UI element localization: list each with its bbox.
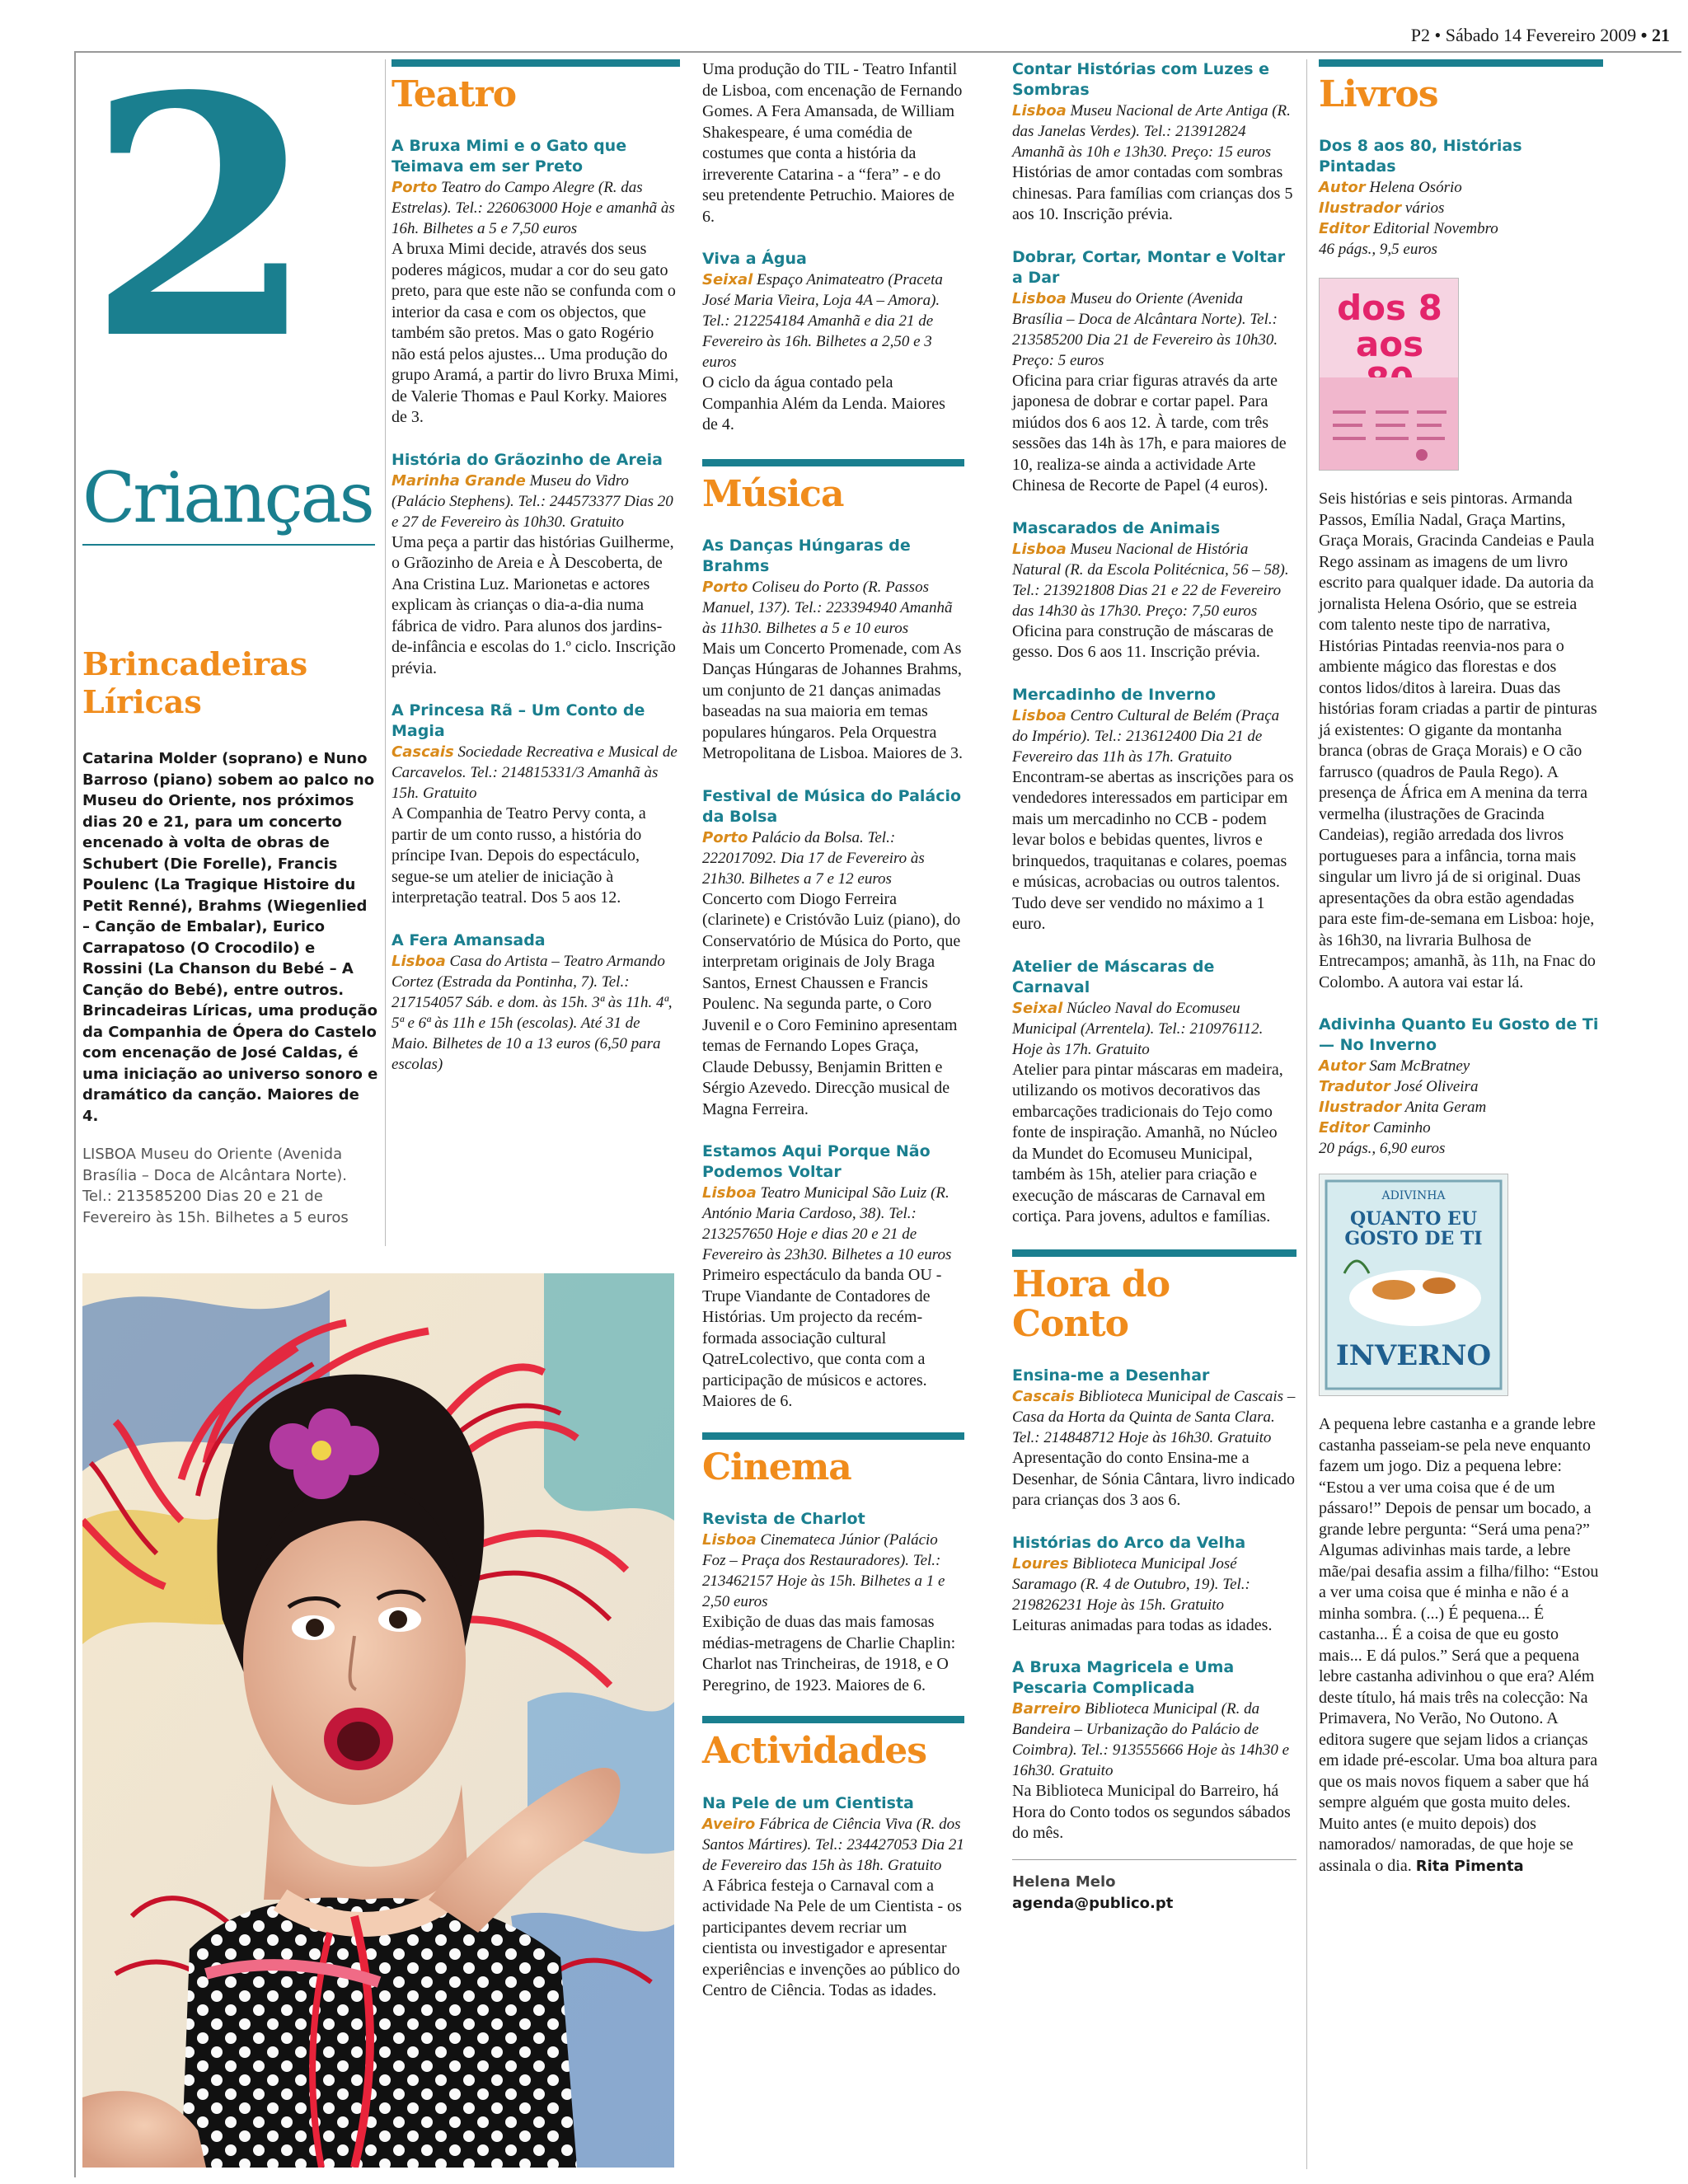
listing-title: Viva a Água bbox=[702, 250, 807, 268]
listing-body: A bruxa Mimi decide, através dos seus poderes mágicos, mudar a cor do seu gato preto, para que este não se confunda com o interior da casa e com os objectos, que também são pretos. Mas o gato Rogério não está pelos ajustes... Uma produção do grupo Aramá, a partir do livro Bruxa Mimi, de Valerie Thomas e Paul Korky. Maiores de 3. bbox=[392, 240, 679, 427]
listing-venue: Teatro do Campo Alegre (R. das Estrelas). Tel.: 226063000 Hoje e amanhã às 16h. Bilhetes a 5 e 7,50 euros bbox=[392, 179, 675, 238]
book-author: Helena Osório bbox=[1369, 179, 1462, 197]
author-email[interactable]: agenda@publico.pt bbox=[1012, 1894, 1174, 1912]
listing-city: Lisboa bbox=[1012, 540, 1067, 558]
listing-city: Lisboa bbox=[1012, 102, 1067, 120]
column-divider bbox=[1306, 59, 1307, 2169]
listing-body: Atelier para pintar máscaras em madeira, utilizando os motivos decorativos das embarcações tradicionais do Tejo como fonte de inspiração. Amanhã, no Núcleo da Mundet do Ecomuseu Municipal, também às 15h, atelier para criação e execução de máscaras de Carnaval em cortiça. Para jovens, adultos e famílias. bbox=[1012, 1060, 1283, 1226]
listing-city: Porto bbox=[702, 578, 748, 596]
listing-city: Seixal bbox=[702, 271, 753, 288]
cover-top-text: ADIVINHA bbox=[1381, 1189, 1446, 1203]
listing-title: A Fera Amansada bbox=[392, 930, 546, 949]
listing-body: Leituras animadas para todas as idades. bbox=[1012, 1615, 1273, 1634]
listing-venue: Coliseu do Porto (R. Passos Manuel, 137). Tel.: 223394940 Amanhã às 11h30. Bilhetes a 5 e 10 euros bbox=[702, 578, 953, 637]
listing-item bbox=[1012, 1657, 1296, 1844]
listing-venue: Casa do Artista – Teatro Armando Cortez (Estrada da Pontinha, 7). Tel.: 217154057 Sáb. e dom. às 15h. 3ª às 11h. 4ª, 5ª e 6ª às 11h e 15h (escolas). Até 31 de Maio. Bilhetes de 10 a 13 euros (6,50 para escolas) bbox=[392, 952, 673, 1073]
listing-item bbox=[392, 450, 680, 680]
listing-title: Contar Histórias com Luzes e Sombras bbox=[1012, 60, 1270, 99]
listing-body: Encontram-se abertas as inscrições para os vendedores interessados em participar em mais um mercadinho no CCB - podem levar bolos e bebidas quentes, livros e brinquedos, traquitanas e colares, poemas e músicas, acrobacias ou outros talentos. Tudo deve ser vendido no máximo a 1 euro. bbox=[1012, 767, 1294, 933]
listing-venue: Centro Cultural de Belém (Praça do Império). Tel.: 213612400 Dia 21 de Fevereiro das 11h às 17h. Gratuito bbox=[1012, 706, 1280, 766]
listing-city: Marinha Grande bbox=[392, 471, 526, 490]
listing-title: Mascarados de Animais bbox=[1012, 518, 1221, 537]
listing-title: A Bruxa Mimi e o Gato que Teimava em ser Preto bbox=[392, 137, 627, 176]
listing-item bbox=[392, 930, 680, 1075]
listing-city: Lisboa bbox=[392, 952, 446, 970]
feature-text: Catarina Molder (soprano) e Nuno Barroso (piano) sobem ao palco no Museu do Oriente, nos próximos dias 20 e 21, para um concerto encenado à volta de obras de Schubert (Die Forelle), Francis Poulenc (La Tragique Histoire du Petit Renné), Brahms (Wiegenlied – Canção de Embalar), Eurico Carrapatoso (O Crocodilo) e Rossini (La Chanson du Bebé – A Canção do Bebé), entre outros. Brincadeiras Líricas, uma produção da Companhia de Ópera do Castelo com encenação de José Caldas, é uma iniciação ao universo sonoro e dramático da canção. Maiores de 4. bbox=[82, 750, 378, 1125]
feature-title: Brincadeiras Líricas bbox=[82, 645, 308, 720]
listing-body: A Companhia de Teatro Pervy conta, a partir de um conto russo, a história do príncipe Ivan. Depois do espectáculo, segue-se um atelier de iniciação à interpretação teatral. Dos 5 aos 12. bbox=[392, 804, 646, 907]
listing-venue: Museu do Oriente (Avenida Brasília – Doca de Alcântara Norte). Tel.: 213585200 Dia 21 de Fevereiro às 10h30. Preço: 5 euros bbox=[1012, 289, 1278, 369]
book-cover bbox=[1319, 1174, 1508, 1396]
listing-city: Loures bbox=[1012, 1554, 1069, 1572]
book-cover bbox=[1319, 278, 1459, 471]
book-pages: 20 págs., 6,90 euros bbox=[1319, 1140, 1446, 1158]
listing-title: História do Grãozinho de Areia bbox=[392, 450, 663, 469]
book-title: Dos 8 aos 80, Histórias Pintadas bbox=[1319, 137, 1522, 176]
listing-item bbox=[702, 1141, 964, 1413]
listing-item bbox=[1012, 247, 1296, 497]
listing-item bbox=[1012, 685, 1296, 935]
listing-title: Atelier de Máscaras de Carnaval bbox=[1012, 957, 1215, 996]
title-underline bbox=[82, 544, 375, 546]
listing-venue: Museu do Vidro (Palácio Stephens). Tel.: 244573377 Dias 20 e 27 de Fevereiro às 10h30. Gratuito bbox=[392, 471, 673, 531]
listing-venue: Palácio da Bolsa. Tel.: 222017092. Dia 17 de Fevereiro às 21h30. Bilhetes a 7 e 12 euros bbox=[702, 828, 925, 888]
listing-title: Na Pele de um Cientista bbox=[702, 1793, 914, 1812]
listing-body: Mais um Concerto Promenade, com As Danças Húngaras de Johannes Brahms, um conjunto de 21 danças animadas baseadas na sua maioria em temas populares húngaros. Pela Orquestra Metropolitana de Lisboa. Maiores de 3. bbox=[702, 639, 964, 763]
listing-title: Estamos Aqui Porque Não Podemos Voltar bbox=[702, 1142, 931, 1182]
listing-venue: Biblioteca Municipal (R. da Bandeira – Urbanização do Palácio de Coimbra). Tel.: 913555666 Hoje às 14h30 e 16h30. Gratuito bbox=[1012, 1700, 1290, 1780]
listing-city: Porto bbox=[392, 179, 438, 197]
continued-text: Uma produção do TIL - Teatro Infantil de Lisboa, com encenação de Fernando Gomes. A Fera Amansada, de William Shakespeare, é uma comédia de costumes que conta a história da irreverente Catarina - a “fera” - e do seu pretendente Petruchio. Maiores de 6. bbox=[702, 60, 963, 226]
listing-venue: Núcleo Naval do Ecomuseu Municipal (Arrentela). Tel.: 210976112. Hoje às 17h. Gratuito bbox=[1012, 999, 1264, 1058]
book-illustrator: vários bbox=[1404, 199, 1445, 218]
section-header-hora-do-conto bbox=[1012, 1249, 1296, 1345]
listing-item bbox=[1012, 1366, 1296, 1511]
book-title: Adivinha Quanto Eu Gosto de Ti — No Inverno bbox=[1319, 1015, 1599, 1055]
review-signature: Rita Pimenta bbox=[1415, 1857, 1524, 1875]
book-pages: 46 págs., 9,5 euros bbox=[1319, 241, 1437, 259]
listing-item bbox=[1012, 59, 1296, 226]
section-heading: Livros bbox=[1319, 73, 1438, 115]
listing-venue: Cinemateca Júnior (Palácio Foz – Praça dos Restauradores). Tel.: 213462157 Hoje às 15h. Bilhetes a 1 e 2,50 euros bbox=[702, 1531, 945, 1611]
column-divider bbox=[385, 59, 386, 1246]
listing-item bbox=[702, 536, 964, 765]
book-review-text: Seis histórias e seis pintoras. Armanda Passos, Emília Nadal, Graça Martins, Graça Morais, Gracinda Candeias e Paula Rego assinam as imagens de um livro escrito para qualquer idade. Da autoria da jornalista Helena Osório, que se estreia com talento neste tipo de narrativa, Histórias Pintadas reenvia-nos para o ambiente mágico das florestas e dos contos lidos/ditos à lareira. Duas das histórias foram criadas a partir de pinturas já existentes: O gigante da montanha branca (obras de Graça Morais) e O cão farrusco (quadros de Paula Rego). A presença de África em A menina da terra vermelha (ilustrações de Gracinda Candeias), região arredada dos livros portugueses para a infância, torna mais singular um livro já de si original. Duas apresentações da obra estão agendadas para este fim-de-semana em Lisboa: hoje, às 16h30, na livraria Bulhosa de Entrecampos; amanhã, às 11h, na Fnac do Colombo. A autora vai estar lá. bbox=[1319, 490, 1597, 991]
listing-body: Exibição de duas das mais famosas médias-metragens de Charlie Chaplin: Charlot nas Trincheiras, de 1918, e O Peregrino, de 1923. Maiores de 6. bbox=[702, 1613, 956, 1694]
listing-title: Festival de Música do Palácio da Bolsa bbox=[702, 786, 962, 826]
feature-info: LISBOA Museu do Oriente (Avenida Brasília – Doca de Alcântara Norte). Tel.: 213585200 Dias 20 e 21 de Fevereiro às 15h. Bilhetes a 5 euros bbox=[82, 1146, 349, 1226]
listing-venue: Sociedade Recreativa e Musical de Carcavelos. Tel.: 214815331/3 Amanhã às 15h. Gratuito bbox=[392, 743, 678, 803]
section-header-livros bbox=[1319, 59, 1603, 115]
section-heading: Hora do Conto bbox=[1012, 1263, 1170, 1345]
book-editor: Editorial Novembro bbox=[1372, 220, 1498, 238]
listing-city: Aveiro bbox=[702, 1815, 756, 1833]
page-folio bbox=[1411, 25, 1670, 46]
listing-city: Lisboa bbox=[1012, 289, 1067, 307]
listing-city: Cascais bbox=[1012, 1388, 1075, 1406]
book-illustrator: Anita Geram bbox=[1404, 1099, 1487, 1117]
listing-body: Uma peça a partir das histórias Guilherme, o Grãozinho de Areia e À Descoberta, de Ana Cristina Luz. Marionetas e actores explicam às crianças o dia-a-dia numa fábrica de vidro. Para alunos dos jardins-de-infância e escolas do 1.º ciclo. Inscrição prévia. bbox=[392, 532, 676, 677]
listing-item bbox=[392, 136, 680, 429]
listing-title: Dobrar, Cortar, Montar e Voltar a Dar bbox=[1012, 247, 1286, 287]
listing-venue: Fábrica de Ciência Viva (R. dos Santos Mártires). Tel.: 234427053 Dia 21 de Fevereiro das 15h às 18h. Gratuito bbox=[702, 1815, 964, 1874]
section-number: 2 bbox=[87, 25, 300, 412]
listing-city: Seixal bbox=[1012, 999, 1063, 1017]
section-header-actividades bbox=[702, 1716, 964, 1771]
cover-bottom-text: INVERNO bbox=[1335, 1339, 1492, 1373]
book-review-text: A pequena lebre castanha e a grande lebre castanha passeiam-se pela neve enquanto fazem um jogo. Diz a pequena lebre: “Estou a ver uma coisa que é de um pássaro!” Depois de pensar um bocado, a grande lebre pergunta: “Será uma pena?” Algumas adivinhas mais tarde, a lebre mãe/pai desafia assim a filha/filho: “Estou a ver uma coisa que é minha e não é a minha sombra. (...) É pequena... É castanha... É a coisa de que eu gosto mais... E dá pulos.” Será que a pequena lebre castanha adivinhou o que era? Além deste título, há mais três na colecção: Na Primavera, No Verão, No Outono. A editora sugere que sejam lidos a crianças em idade pré-escolar. Uma boa altura para que os mais novos fiquem a saber que há sempre alguém que gosta muito deles. Muito antes (e muito depois) dos namorados/ namoradas, de que hoje se assinala o dia. Rita Pimenta bbox=[1319, 1415, 1599, 1875]
listing-city: Lisboa bbox=[1012, 706, 1067, 724]
listing-body: Histórias de amor contadas com sombras chinesas. Para famílias com crianças dos 5 aos 10. Inscrição prévia. bbox=[1012, 163, 1293, 223]
folio-section: P2 • bbox=[1410, 25, 1442, 45]
listing-body: Apresentação do conto Ensina-me a Desenhar, de Sónia Cântara, livro indicado para crianças dos 3 aos 6. bbox=[1012, 1449, 1295, 1510]
listing-city: Lisboa bbox=[702, 1184, 757, 1202]
listing-item bbox=[702, 1509, 964, 1696]
book-translator: José Oliveira bbox=[1394, 1078, 1479, 1096]
listing-city: Lisboa bbox=[702, 1531, 757, 1549]
column-teatro bbox=[392, 59, 680, 1075]
listing-body: Primeiro espectáculo da banda OU - Trupe Viandante de Contadores de Histórias. Um projecto da recém-formada associação cultural QatreLcolectivo, que conta com a participação de músicos e actores. Maiores de 6. bbox=[702, 1266, 942, 1411]
section-title: Crianças bbox=[82, 457, 373, 538]
feature-photo bbox=[82, 1273, 674, 2168]
listing-item bbox=[1012, 1533, 1296, 1637]
book-review: Dos 8 aos 80, Histórias Pintadas Autor Helena Osório Ilustrador vários Editor Editorial Novembro 46 págs., 9,5 euros dos 8 aos Seis histórias e seis pintoras. Armanda Passos, Emília Nadal, Graça Martins, Graça Morais, Gracinda Candeias e Paula Rego assinam as imagens de um livro escrito para qualquer idade. Da autoria da jornalista Helena Osório, que se estreia com talento neste tipo de narrativa, Histórias Pintadas reenvia-nos para o ambiente mágico das florestas e dos contos lidos/ditos à lareira. Duas das histórias foram criadas a partir de pinturas já existentes: O gigante da montanha branca (obras de Graça Morais) e O cão farrusco (quadros de Paula Rego). A presença de África em A menina da terra vermelha (ilustrações de Gracinda Candeias), região arredada dos livros portugueses para a infância, torna mais singular um livro já de si original. Duas apresentações da obra estão agendadas para este fim-de-semana em Lisboa: hoje, às 16h30, na livraria Bulhosa de Entrecampos; amanhã, às 11h, na Fnac do Colombo. A autora vai estar lá. bbox=[1319, 136, 1603, 993]
listing-venue: Espaço Animateatro (Praceta José Maria Vieira, Loja 4A – Amora). Tel.: 212254184 Amanhã e dia 21 de Fevereiro às 16h. Bilhetes a 2,50 e 3 euros bbox=[702, 271, 943, 371]
column-musica bbox=[702, 59, 964, 2002]
listing-venue: Teatro Municipal São Luiz (R. António Maria Cardoso, 38). Tel.: 213257650 Hoje e dias 20 e 21 de Fevereiro às 23h30. Bilhetes a 10 euros bbox=[702, 1184, 952, 1264]
listing-body: Oficina para construção de máscaras de gesso. Dos 6 aos 11. Inscrição prévia. bbox=[1012, 621, 1274, 661]
listing-title: As Danças Húngaras de Brahms bbox=[702, 536, 911, 575]
section-header-teatro bbox=[392, 59, 680, 115]
listing-title: A Bruxa Magricela e Uma Pescaria Complicada bbox=[1012, 1658, 1235, 1698]
listing-body: O ciclo da água contado pela Companhia Além da Lenda. Maiores de 4. bbox=[702, 373, 945, 434]
section-heading: Actividades bbox=[702, 1730, 927, 1773]
listing-item bbox=[1012, 957, 1296, 1228]
listing-title: Mercadinho de Inverno bbox=[1012, 685, 1216, 704]
listing-body: Oficina para criar figuras através da arte japonesa de dobrar e cortar papel. Para miúdos dos 6 aos 12. À tarde, com três sessões das 14h às 17h, e para maiores de 10, realiza-se ainda a actividade Arte Chinesa de Recorte de Papel (4 euros). bbox=[1012, 371, 1287, 494]
cover-art bbox=[1320, 279, 1458, 470]
author-name: Helena Melo bbox=[1012, 1872, 1116, 1891]
signature-block bbox=[1012, 1859, 1296, 1915]
section-heading: Música bbox=[702, 472, 844, 515]
cover-title: dos 8 aos bbox=[1337, 288, 1442, 365]
listing-body: Na Biblioteca Municipal do Barreiro, há Hora do Conto todos os segundos sábados do mês. bbox=[1012, 1782, 1291, 1843]
column-livros bbox=[1319, 59, 1603, 1877]
column-actividades bbox=[1012, 59, 1296, 1915]
section-heading: Teatro bbox=[392, 73, 517, 115]
listing-city: Porto bbox=[702, 828, 748, 846]
listing-city: Cascais bbox=[392, 743, 454, 762]
listing-item bbox=[702, 786, 964, 1121]
listing-item bbox=[702, 1793, 964, 2002]
folio-date: Sábado 14 Fevereiro 2009 bbox=[1445, 25, 1637, 45]
listing-venue: Biblioteca Municipal de Cascais – Casa da Horta da Quinta de Santa Clara. Tel.: 214848712 Hoje às 16h30. Gratuito bbox=[1012, 1388, 1296, 1447]
book-editor: Caminho bbox=[1372, 1119, 1431, 1137]
book-author: Sam McBratney bbox=[1369, 1057, 1470, 1076]
folio-page: • 21 bbox=[1640, 25, 1670, 45]
section-heading: Cinema bbox=[702, 1446, 851, 1488]
listing-title: Histórias do Arco da Velha bbox=[1012, 1533, 1246, 1552]
listing-city: Barreiro bbox=[1012, 1700, 1081, 1718]
performer-photo bbox=[82, 1273, 674, 2168]
listing-item bbox=[702, 249, 964, 436]
listing-body: A Fábrica festeja o Carnaval com a actividade Na Pele de um Cientista - os participantes devem recriar um cientista ou investigador e apresentar experiências e invenções ao público do Centro de Ciência. Todas as idades. bbox=[702, 1876, 962, 2000]
listing-title: A Princesa Rã – Um Conto de Magia bbox=[392, 701, 645, 741]
listing-item bbox=[392, 701, 680, 909]
listing-title: Revista de Charlot bbox=[702, 1510, 865, 1529]
section-header-cinema bbox=[702, 1432, 964, 1488]
listing-item bbox=[1012, 518, 1296, 663]
section-header-musica bbox=[702, 459, 964, 514]
listing-venue: Museu Nacional de História Natural (R. da Escola Politécnica, 56 – 58). Tel.: 213921808 Dias 21 e 22 de Fevereiro das 14h30 às 17h30. Preço: 7,50 euros bbox=[1012, 540, 1289, 620]
listing-body: Concerto com Diogo Ferreira (clarinete) e Cristóvão Luiz (piano), do Conservatório de Música do Porto, que interpretam originais de Joly Braga Santos, Ernest Chaussen e Francis Poulenc. Na segunda parte, o Coro Juvenil e o Coro Feminino apresentam temas de Fernando Lopes Graça, Claude Debussy, Benjamin Britten e Sérgio Azevedo. Direcção musical de Magna Ferreira. bbox=[702, 889, 961, 1118]
book-review: Adivinha Quanto Eu Gosto de Ti — No Inverno Autor Sam McBratney Tradutor José Oliveira Ilustrador Anita Geram Editor Caminho 20 págs., 6,90 euros ADIVINHA QUANTO EU GOSTO DE TI INVERNO A pequena lebre castanha e a grande lebre castanha passeiam-se pela neve enquanto fazem um jogo. Diz a pequena lebre: “Estou a ver uma coisa que é de um pássaro!” Depois de pensar um bocado, a grande lebre pergunta: “Será uma pena?” Algumas adivinhas mais tarde, a lebre mãe/pai desafia assim a filha/filho: “Estou a ver uma coisa que é minha e não é a minha sombra. (...) É pequena... É castanha... É a coisa de que eu gosto mais... E dá pulos.” Será que a pequena lebre castanha adivinhou o que era? Além deste título, há mais três na colecção: Na Primavera, No Verão, No Outono. A editora sugere que sejam lidos a crianças em idade pré-escolar. Uma boa altura para que os mais novos fiquem a saber que há sempre alguém que gosta muito deles. Muito antes (e muito depois) dos namorados/ namoradas, de que hoje se assinala o dia. Rita Pimenta bbox=[1319, 1015, 1603, 1877]
listing-title: Ensina-me a Desenhar bbox=[1012, 1366, 1210, 1385]
cover-mid-text: QUANTO EU GOSTO DE TI bbox=[1344, 1208, 1483, 1250]
listing-venue: Museu Nacional de Arte Antiga (R. das Janelas Verdes). Tel.: 213912824 Amanhã às 10h e 13h30. Preço: 15 euros bbox=[1012, 102, 1291, 161]
listing-venue: Biblioteca Municipal José Saramago (R. 4 de Outubro, 19). Tel.: 219826231 Hoje às 15h. Gratuito bbox=[1012, 1554, 1250, 1614]
